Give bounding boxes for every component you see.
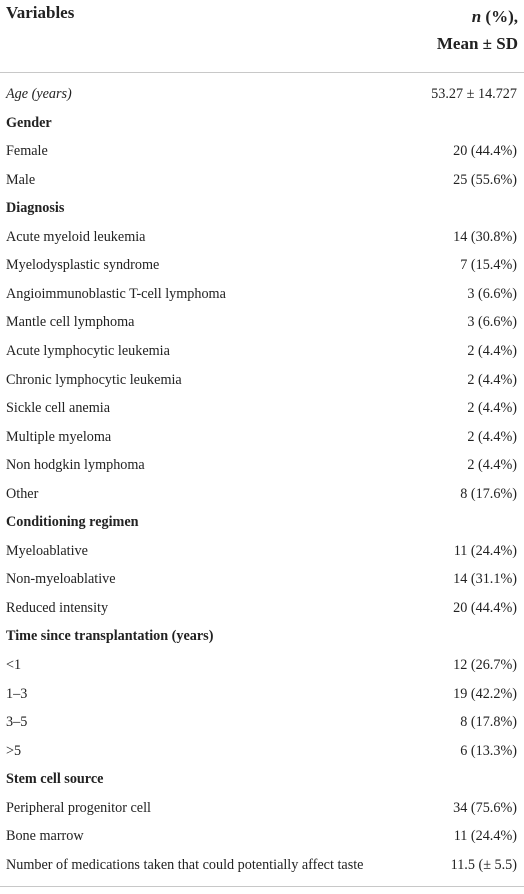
header-n: n — [471, 7, 482, 26]
table-row — [0, 651, 524, 680]
row-label: Number of medications taken that could potentially affect taste — [6, 856, 364, 873]
table-row — [0, 480, 524, 509]
header-percent: (%), — [481, 7, 518, 26]
row-value: 20 (44.4%) — [453, 143, 517, 160]
row-label: >5 — [6, 742, 22, 759]
table-row — [0, 594, 524, 623]
row-label: Stem cell source — [6, 771, 104, 788]
row-label: 1–3 — [6, 685, 28, 702]
table-row — [0, 794, 524, 823]
table-row — [0, 280, 524, 309]
row-value: 6 (13.3%) — [460, 742, 517, 759]
row-value: 19 (42.2%) — [453, 685, 517, 702]
row-value: 25 (55.6%) — [453, 171, 517, 188]
table-row — [0, 366, 524, 395]
table-row — [0, 423, 524, 452]
row-label: <1 — [6, 657, 22, 673]
row-value: 2 (4.4%) — [467, 342, 517, 359]
table-row — [0, 137, 524, 166]
row-value: 8 (17.8%) — [460, 714, 517, 731]
row-label: Non hodgkin lymphoma — [6, 457, 145, 474]
row-label: Non-myeloablative — [6, 571, 116, 588]
row-label: Angioimmunoblastic T-cell lymphoma — [6, 285, 226, 302]
table-row — [0, 537, 524, 566]
row-label: 3–5 — [6, 714, 28, 731]
row-label: Chronic lymphocytic leukemia — [6, 371, 182, 388]
row-value: 11.5 (± 5.5) — [450, 856, 517, 873]
section-header-row — [0, 109, 524, 138]
header-variables: Variables — [6, 3, 75, 22]
row-label: Reduced intensity — [6, 599, 109, 616]
row-label: Bone marrow — [6, 828, 84, 845]
table-row — [0, 565, 524, 594]
row-label: Peripheral progenitor cell — [6, 799, 151, 816]
header-values-line2: Mean ± SD — [436, 34, 518, 53]
table-row — [0, 166, 524, 195]
table-row — [0, 737, 524, 766]
section-header-row — [0, 622, 524, 651]
row-value: 7 (15.4%) — [460, 257, 517, 274]
table-row — [0, 337, 524, 366]
row-value: 2 (4.4%) — [467, 457, 517, 474]
row-label: Other — [6, 485, 39, 502]
row-value: 53.27 ± 14.727 — [431, 86, 517, 102]
row-value: 11 (24.4%) — [453, 542, 517, 559]
header-values — [437, 3, 518, 57]
row-value: 14 (30.8%) — [453, 228, 517, 245]
row-value: 2 (4.4%) — [467, 428, 517, 445]
row-label: Acute myeloid leukemia — [6, 228, 146, 245]
row-value: 34 (75.6%) — [453, 799, 517, 816]
row-label: Mantle cell lymphoma — [6, 314, 135, 331]
row-label: Myelodysplastic syndrome — [6, 257, 160, 274]
row-label: Age (years) — [6, 86, 72, 102]
table-row — [0, 308, 524, 337]
row-value: 14 (31.1%) — [453, 571, 517, 588]
row-label: Myeloablative — [6, 542, 88, 559]
row-value: 2 (4.4%) — [467, 400, 517, 417]
row-label: Diagnosis — [6, 200, 65, 217]
row-value: 3 (6.6%) — [467, 314, 517, 331]
row-value: 3 (6.6%) — [467, 285, 517, 302]
table-row — [0, 223, 524, 252]
table-row — [0, 680, 524, 709]
row-value: 20 (44.4%) — [453, 599, 517, 616]
header-values-line1 — [437, 3, 518, 30]
table-header — [0, 0, 524, 73]
section-header-row — [0, 765, 524, 794]
table-row — [0, 451, 524, 480]
table-row — [0, 394, 524, 423]
row-label: Conditioning regimen — [6, 514, 139, 531]
row-value: 8 (17.6%) — [460, 485, 517, 502]
row-label: Time since transplantation (years) — [6, 628, 214, 645]
row-label: Female — [6, 143, 48, 160]
row-label: Male — [6, 171, 36, 188]
table-row — [0, 851, 524, 880]
table-row — [0, 822, 524, 851]
table-row — [0, 708, 524, 737]
row-label: Gender — [6, 114, 52, 131]
row-value: 2 (4.4%) — [467, 371, 517, 388]
section-header-row — [0, 194, 524, 223]
row-label: Multiple myeloma — [6, 428, 112, 445]
table-bottom-rule — [0, 886, 524, 887]
table-row — [0, 251, 524, 280]
row-value: 11 (24.4%) — [453, 828, 517, 845]
section-header-row — [0, 508, 524, 537]
row-label: Acute lymphocytic leukemia — [6, 342, 170, 359]
row-label: Sickle cell anemia — [6, 400, 110, 417]
row-value: 12 (26.7%) — [453, 657, 517, 673]
table-row — [0, 80, 524, 109]
